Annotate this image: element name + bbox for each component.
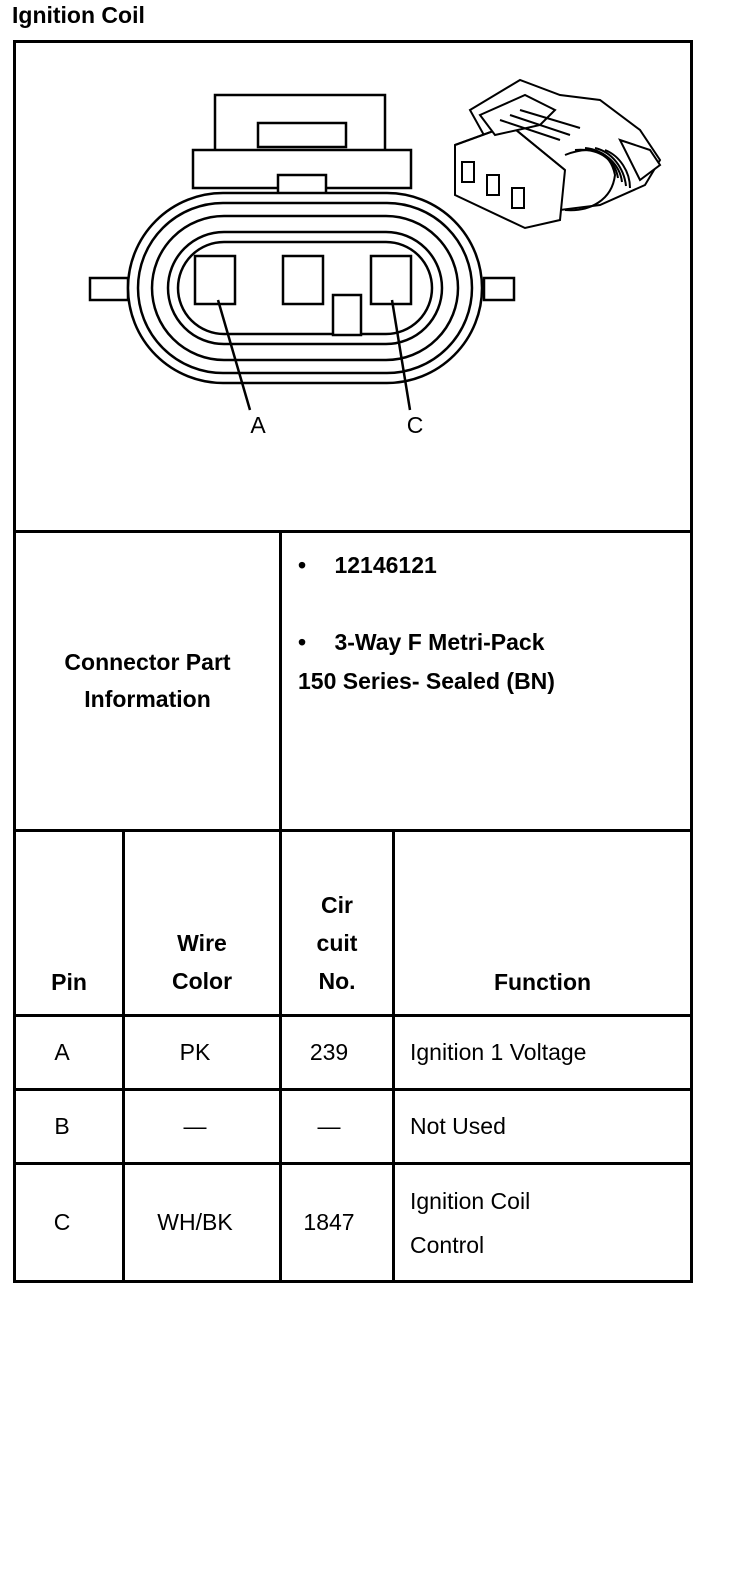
right-ear xyxy=(484,278,514,300)
description-text-1: 3-Way F Metri-Pack xyxy=(334,629,545,655)
row-b-circuit: — xyxy=(317,1113,341,1139)
pin-label-c: C xyxy=(406,412,424,438)
pin-label-a: A xyxy=(250,412,266,438)
row-c-function-line1: Ignition Coil xyxy=(410,1187,531,1214)
bullet: • xyxy=(298,629,307,655)
row-a-pin: A xyxy=(54,1039,70,1065)
row-b-pin: B xyxy=(54,1113,70,1139)
row-a-function: Ignition 1 Voltage xyxy=(410,1039,587,1065)
row-b-function: Not Used xyxy=(410,1113,506,1139)
connector-part-info-label-line1: Connector Part xyxy=(64,649,231,675)
description-line2: 150 Series- Sealed (BN) xyxy=(298,668,555,694)
row-c-function-line2: Control xyxy=(410,1231,485,1258)
row-a-wire-color: PK xyxy=(179,1039,211,1065)
connector-body-outer xyxy=(128,193,482,383)
connector-diagram xyxy=(0,40,736,530)
part-number: 12146121 xyxy=(334,552,437,578)
header-pin: Pin xyxy=(51,969,87,995)
part-number-line xyxy=(298,552,437,579)
page-title: Ignition Coil xyxy=(12,2,145,28)
row-c-function xyxy=(410,1165,690,1280)
bullet: • xyxy=(298,552,307,578)
row-c-circuit: 1847 xyxy=(303,1209,355,1235)
header-circuit-no: Cir cuit No. xyxy=(316,892,358,994)
row-b-wire-color: — xyxy=(183,1113,207,1139)
latch-window xyxy=(258,123,346,147)
header-function: Function xyxy=(493,969,592,995)
header-wire-color: Wire Color xyxy=(171,930,233,994)
polarization-key xyxy=(333,295,361,335)
connector-part-info-label xyxy=(16,533,279,829)
row-a-circuit: 239 xyxy=(309,1039,349,1065)
table-bottom-border xyxy=(13,1280,693,1283)
description-line1 xyxy=(298,629,545,656)
row-c-wire-color: WH/BK xyxy=(157,1209,233,1235)
row-c-pin: C xyxy=(53,1209,71,1235)
left-ear xyxy=(90,278,128,300)
connector-part-info-label-line2: Information xyxy=(84,686,211,712)
connector-isometric-icon xyxy=(455,80,660,228)
